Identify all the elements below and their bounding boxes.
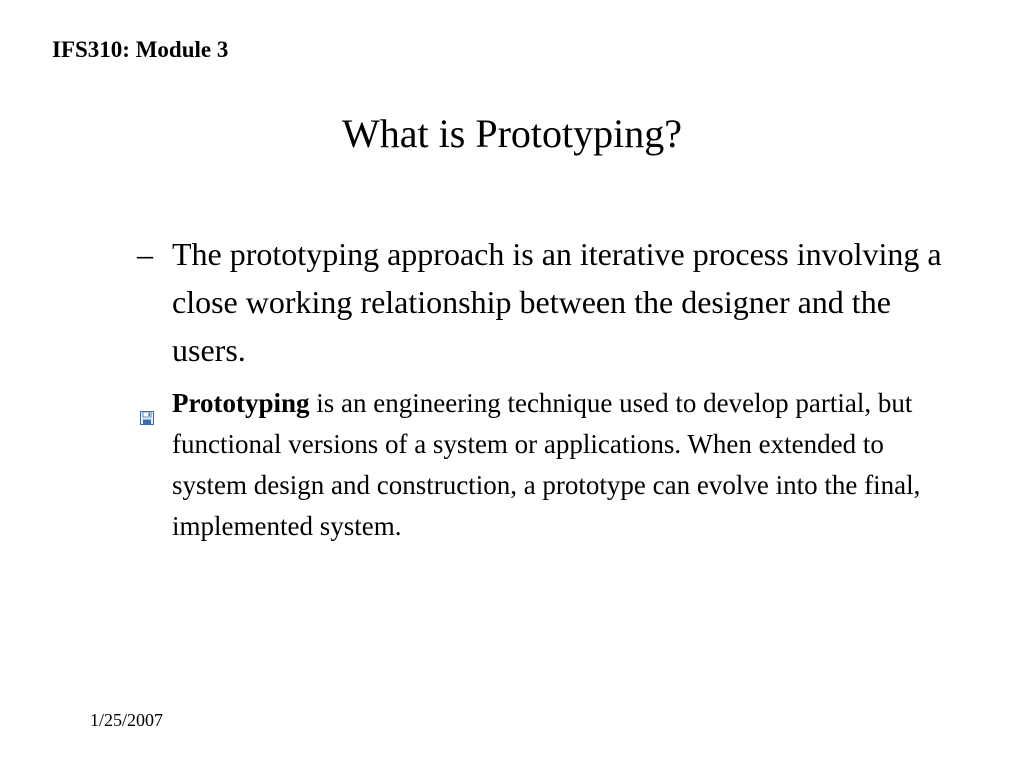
bullet-item-prototyping-definition — [131, 383, 931, 547]
bullet-definition: is an engineering technique used to develop partial, but functional versions of a system or applications. When extended to system design and construction, a prototype can evolve into the final, implemented system. — [172, 388, 921, 541]
bullet-item-iterative-process — [131, 230, 961, 374]
floppy-disk-icon — [140, 396, 154, 410]
slide-title: What is Prototyping? — [342, 111, 682, 156]
bullet-text: The prototyping approach is an iterative process involving a close working relationship between the designer and the users. — [172, 236, 942, 368]
bullet-text — [172, 383, 931, 547]
bullet-term: Prototyping — [172, 388, 310, 418]
footer-date: 1/25/2007 — [90, 710, 164, 730]
course-header: IFS310: Module 3 — [52, 37, 229, 62]
dash-bullet-icon: – — [137, 236, 153, 272]
